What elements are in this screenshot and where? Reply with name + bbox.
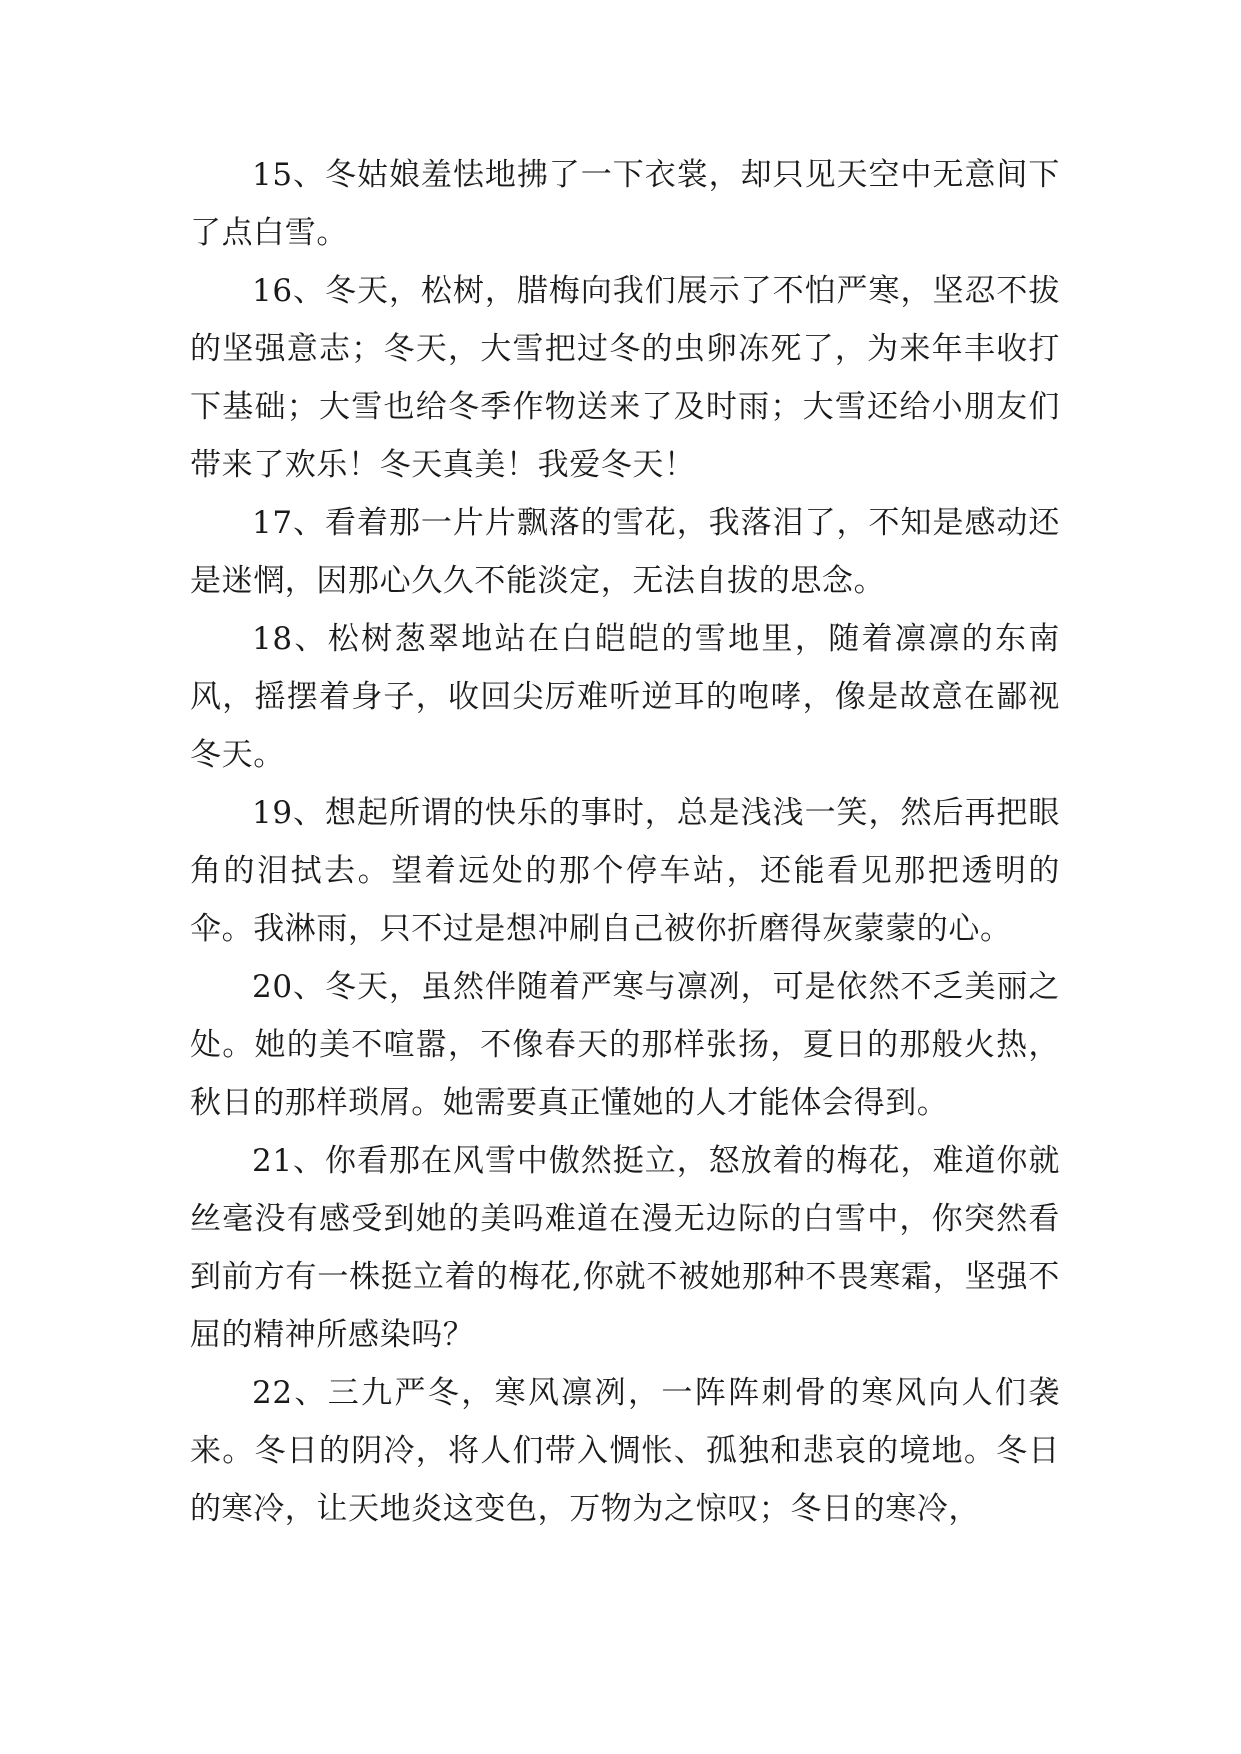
- paragraph-22: 22、三九严冬，寒风凛冽，一阵阵刺骨的寒风向人们袭来。冬日的阴冷，将人们带入惆怅、孤独和悲哀的境地。冬日的寒冷，让天地炎这变色，万物为之惊叹；冬日的寒冷，: [190, 1375, 1060, 1527]
- paragraph-15: 15、冬姑娘羞怯地拂了一下衣裳，却只见天空中无意间下了点白雪。: [190, 157, 1060, 251]
- paragraph-16: 16、冬天，松树，腊梅向我们展示了不怕严寒，坚忍不拔的坚强意志；冬天，大雪把过冬的虫卵冻死了，为来年丰收打下基础；大雪也给冬季作物送来了及时雨；大雪还给小朋友们带来了欢乐！冬天真美！我爱冬天！: [190, 273, 1060, 483]
- paragraph-18: 18、松树葱翠地站在白皑皑的雪地里，随着凛凛的东南风，摇摆着身子，收回尖厉难听逆耳的咆哮，像是故意在鄙视冬天。: [190, 621, 1060, 773]
- paragraph-21: 21、你看那在风雪中傲然挺立，怒放着的梅花，难道你就丝毫没有感受到她的美吗难道在漫无边际的白雪中，你突然看到前方有一株挺立着的梅花,你就不被她那种不畏寒霜，坚强不屈的精神所感染吗？: [190, 1143, 1060, 1353]
- paragraph-17: 17、看着那一片片飘落的雪花，我落泪了，不知是感动还是迷惘，因那心久久不能淡定，无法自拔的思念。: [190, 505, 1060, 599]
- document-body: [190, 146, 1060, 1538]
- paragraph-20: 20、冬天，虽然伴随着严寒与凛冽，可是依然不乏美丽之处。她的美不喧嚣，不像春天的那样张扬，夏日的那般火热，秋日的那样琐屑。她需要真正懂她的人才能体会得到。: [190, 969, 1060, 1121]
- paragraph-19: 19、想起所谓的快乐的事时，总是浅浅一笑，然后再把眼角的泪拭去。望着远处的那个停车站，还能看见那把透明的伞。我淋雨，只不过是想冲刷自己被你折磨得灰蒙蒙的心。: [190, 795, 1060, 947]
